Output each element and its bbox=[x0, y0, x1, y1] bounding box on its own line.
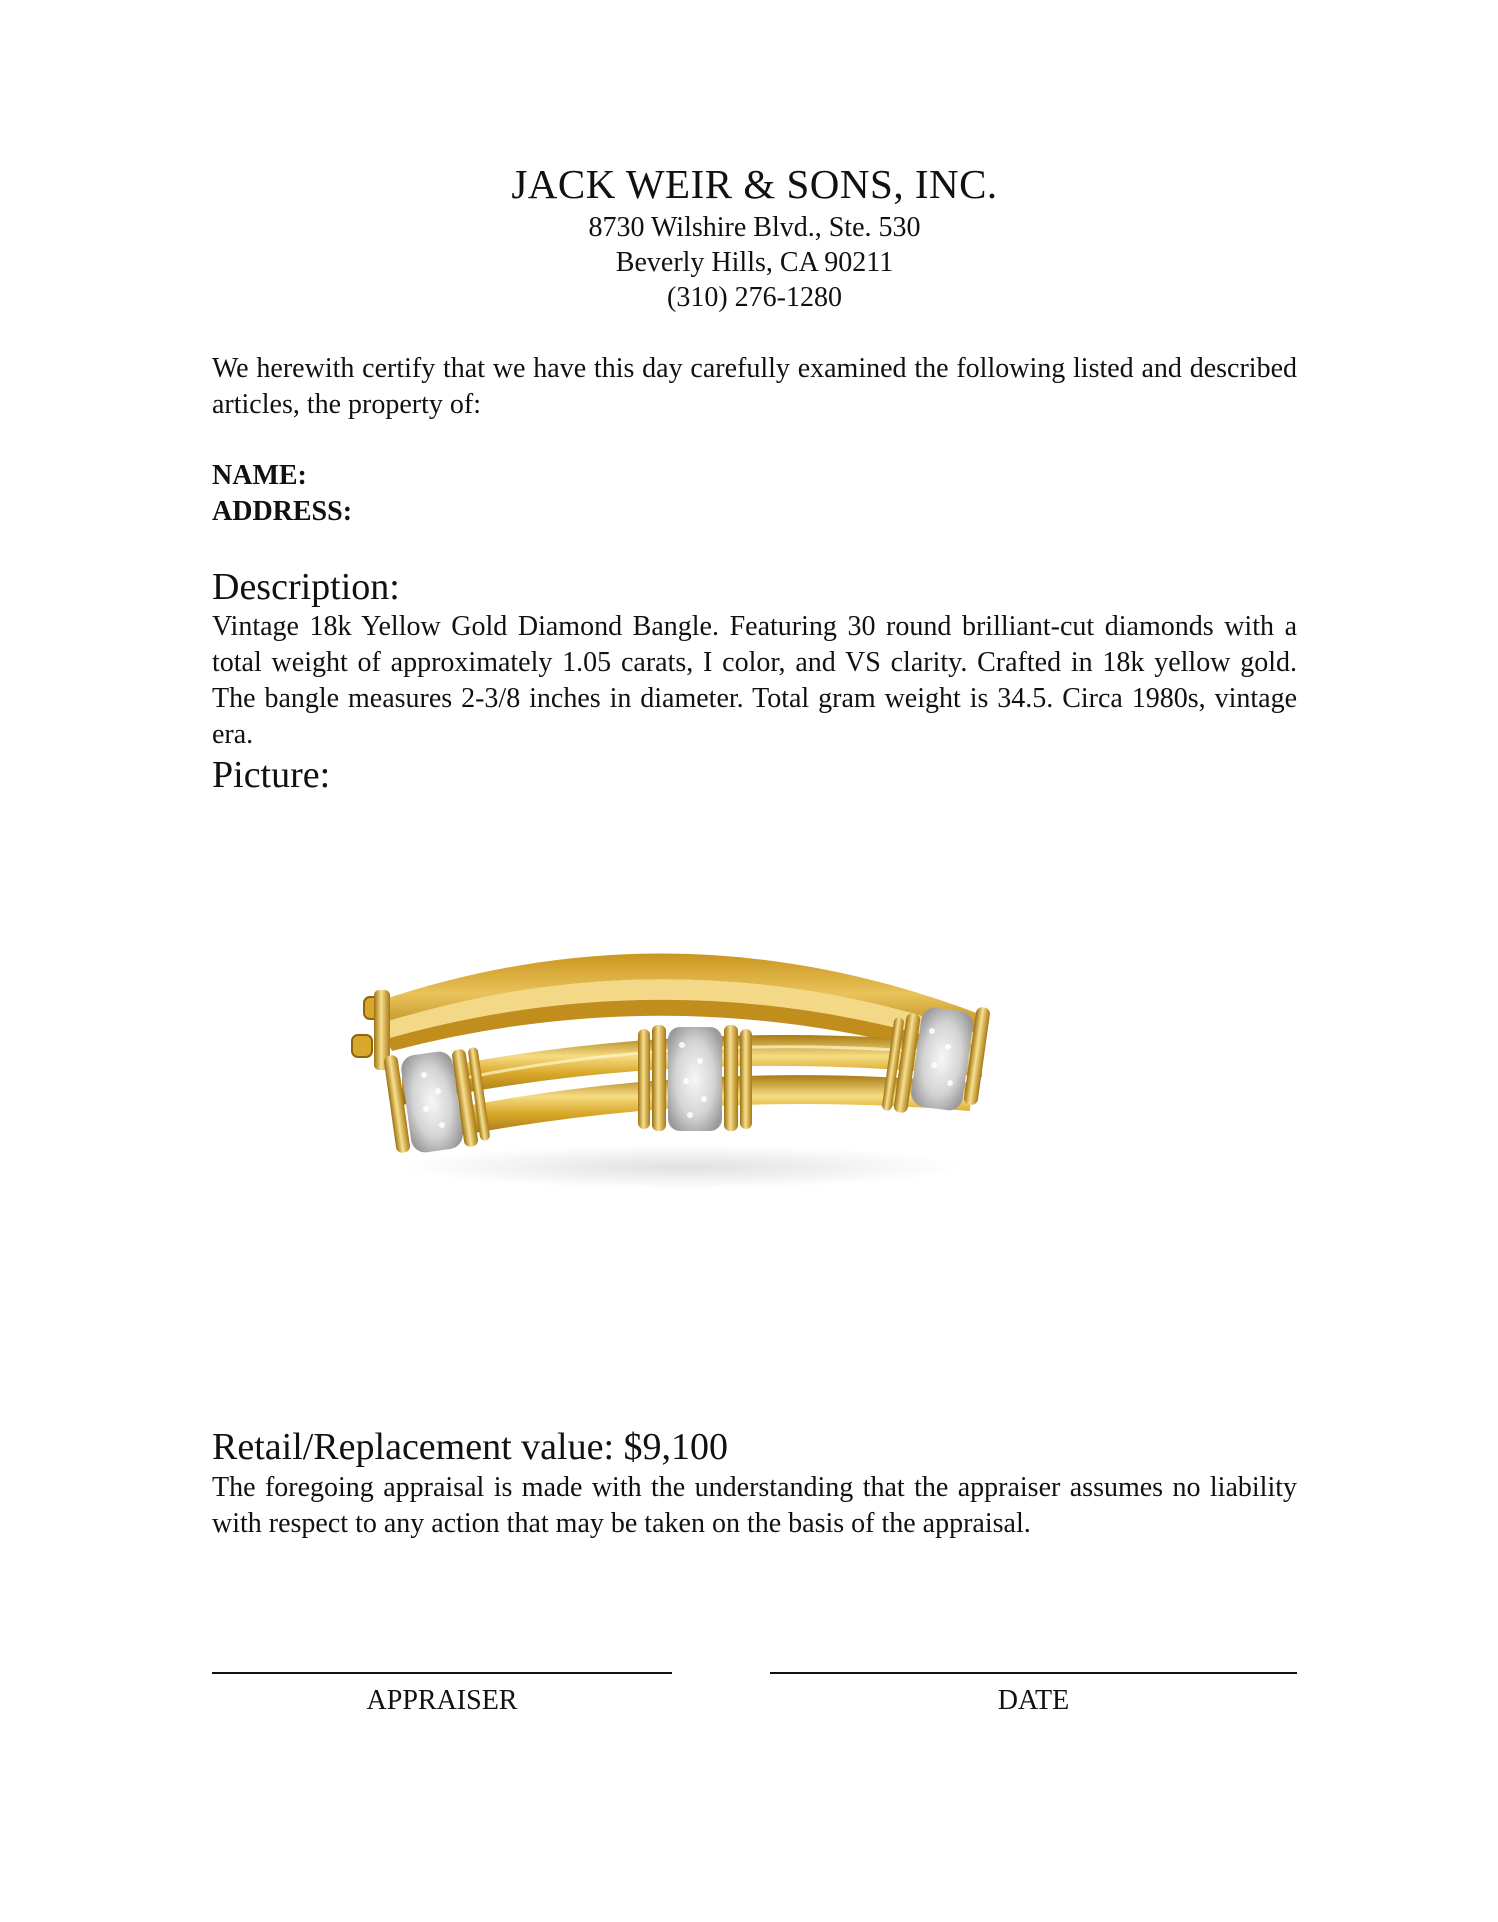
letterhead bbox=[212, 158, 1297, 315]
appraiser-signature-line bbox=[212, 1672, 672, 1674]
description-text: Vintage 18k Yellow Gold Diamond Bangle. Featuring 30 round brilliant-cut diamonds with a total weight of approximately 1.05 carats, I color, and VS clarity. Crafted in 18k yellow gold. The bangle measures 2-3/8 inches in diameter. Total gram weight is 34.5. Circa 1980s, vintage era. bbox=[212, 611, 1297, 750]
phone-number: (310) 276-1280 bbox=[667, 282, 842, 313]
description-heading: Description: bbox=[212, 566, 400, 608]
owner-fields bbox=[212, 458, 352, 530]
date-signature-line bbox=[770, 1672, 1297, 1674]
address-label: ADDRESS: bbox=[212, 496, 353, 527]
replacement-value: Retail/Replacement value: $9,100 bbox=[212, 1426, 729, 1468]
picture-heading: Picture: bbox=[212, 754, 331, 796]
appraiser-label: APPRAISER bbox=[366, 1685, 518, 1716]
bangle-illustration bbox=[342, 905, 1042, 1205]
name-label: NAME: bbox=[212, 460, 307, 491]
certification-intro: We herewith certify that we have this day carefully examined the following listed and described articles, the property of: bbox=[212, 353, 1297, 420]
address-line-1: 8730 Wilshire Blvd., Ste. 530 bbox=[588, 212, 921, 243]
date-label: DATE bbox=[997, 1685, 1070, 1716]
bangle-photo bbox=[342, 905, 1042, 1205]
liability-disclaimer: The foregoing appraisal is made with the understanding that the appraiser assumes no liability with respect to any action that may be taken on the basis of the appraisal. bbox=[212, 1472, 1297, 1539]
address-line-2: Beverly Hills, CA 90211 bbox=[615, 247, 894, 278]
company-name: JACK WEIR & SONS, INC. bbox=[511, 161, 998, 207]
